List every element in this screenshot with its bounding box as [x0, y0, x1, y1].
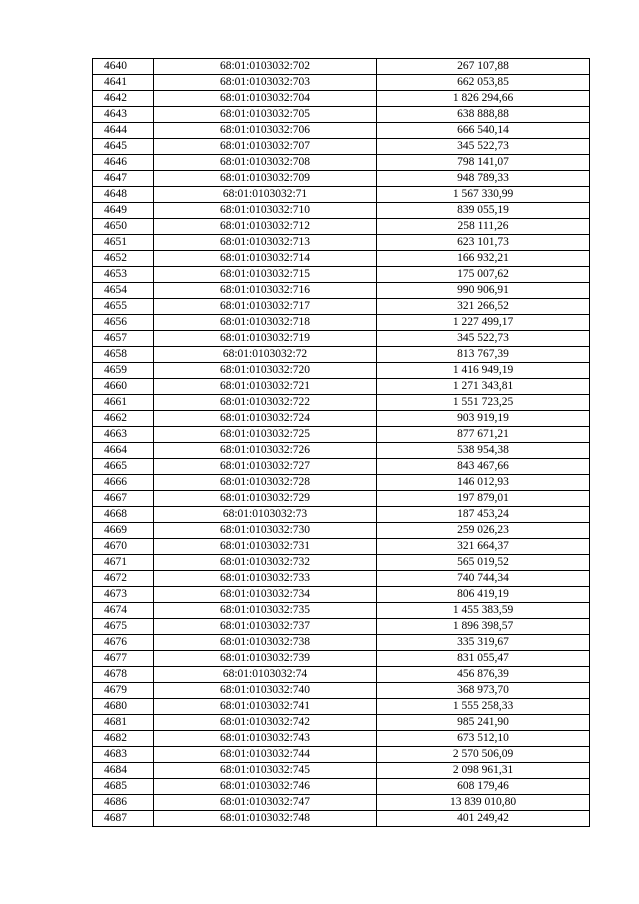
row-number-cell: 4656 — [93, 315, 154, 331]
cadastral-number-cell: 68:01:0103032:71 — [154, 187, 377, 203]
cadastral-value-cell: 673 512,10 — [377, 731, 590, 747]
table-row — [93, 347, 590, 363]
cadastral-value-cell: 843 467,66 — [377, 459, 590, 475]
table-row — [93, 75, 590, 91]
table-row — [93, 603, 590, 619]
table-row — [93, 507, 590, 523]
cadastral-number-cell: 68:01:0103032:720 — [154, 363, 377, 379]
cadastral-value-cell: 1 551 723,25 — [377, 395, 590, 411]
row-number-cell: 4660 — [93, 379, 154, 395]
cadastral-value-cell: 990 906,91 — [377, 283, 590, 299]
cadastral-value-cell: 1 416 949,19 — [377, 363, 590, 379]
cadastral-value-cell: 401 249,42 — [377, 811, 590, 827]
cadastral-value-cell: 1 567 330,99 — [377, 187, 590, 203]
cadastral-number-cell: 68:01:0103032:714 — [154, 251, 377, 267]
cadastral-number-cell: 68:01:0103032:717 — [154, 299, 377, 315]
row-number-cell: 4682 — [93, 731, 154, 747]
cadastral-value-cell: 740 744,34 — [377, 571, 590, 587]
cadastral-number-cell: 68:01:0103032:732 — [154, 555, 377, 571]
row-number-cell: 4642 — [93, 91, 154, 107]
cadastral-value-cell: 877 671,21 — [377, 427, 590, 443]
table-row — [93, 107, 590, 123]
cadastral-number-cell: 68:01:0103032:735 — [154, 603, 377, 619]
cadastral-number-cell: 68:01:0103032:722 — [154, 395, 377, 411]
table-body — [93, 59, 590, 827]
table-row — [93, 411, 590, 427]
cadastral-value-cell: 166 932,21 — [377, 251, 590, 267]
cadastral-number-cell: 68:01:0103032:746 — [154, 779, 377, 795]
cadastral-number-cell: 68:01:0103032:713 — [154, 235, 377, 251]
table-row — [93, 219, 590, 235]
cadastral-number-cell: 68:01:0103032:731 — [154, 539, 377, 555]
cadastral-number-cell: 68:01:0103032:706 — [154, 123, 377, 139]
cadastral-number-cell: 68:01:0103032:739 — [154, 651, 377, 667]
row-number-cell: 4654 — [93, 283, 154, 299]
table-row — [93, 187, 590, 203]
cadastral-number-cell: 68:01:0103032:715 — [154, 267, 377, 283]
table-row — [93, 59, 590, 75]
cadastral-number-cell: 68:01:0103032:740 — [154, 683, 377, 699]
row-number-cell: 4645 — [93, 139, 154, 155]
cadastral-number-cell: 68:01:0103032:702 — [154, 59, 377, 75]
table-row — [93, 91, 590, 107]
row-number-cell: 4644 — [93, 123, 154, 139]
row-number-cell: 4673 — [93, 587, 154, 603]
cadastral-value-cell: 345 522,73 — [377, 139, 590, 155]
row-number-cell: 4687 — [93, 811, 154, 827]
cadastral-number-cell: 68:01:0103032:703 — [154, 75, 377, 91]
row-number-cell: 4661 — [93, 395, 154, 411]
table-row — [93, 203, 590, 219]
row-number-cell: 4665 — [93, 459, 154, 475]
row-number-cell: 4666 — [93, 475, 154, 491]
table-row — [93, 795, 590, 811]
table-row — [93, 155, 590, 171]
row-number-cell: 4659 — [93, 363, 154, 379]
cadastral-value-cell: 2 098 961,31 — [377, 763, 590, 779]
table-row — [93, 811, 590, 827]
row-number-cell: 4655 — [93, 299, 154, 315]
table-row — [93, 443, 590, 459]
cadastral-value-cell: 456 876,39 — [377, 667, 590, 683]
cadastral-number-cell: 68:01:0103032:729 — [154, 491, 377, 507]
cadastral-value-cell: 267 107,88 — [377, 59, 590, 75]
cadastral-number-cell: 68:01:0103032:74 — [154, 667, 377, 683]
table-row — [93, 763, 590, 779]
row-number-cell: 4657 — [93, 331, 154, 347]
row-number-cell: 4649 — [93, 203, 154, 219]
cadastral-number-cell: 68:01:0103032:721 — [154, 379, 377, 395]
cadastral-number-cell: 68:01:0103032:72 — [154, 347, 377, 363]
cadastral-value-cell: 538 954,38 — [377, 443, 590, 459]
cadastral-value-cell: 903 919,19 — [377, 411, 590, 427]
cadastral-number-cell: 68:01:0103032:742 — [154, 715, 377, 731]
cadastral-number-cell: 68:01:0103032:738 — [154, 635, 377, 651]
row-number-cell: 4648 — [93, 187, 154, 203]
cadastral-value-cell: 1 227 499,17 — [377, 315, 590, 331]
cadastral-value-cell: 197 879,01 — [377, 491, 590, 507]
row-number-cell: 4672 — [93, 571, 154, 587]
cadastral-number-cell: 68:01:0103032:704 — [154, 91, 377, 107]
cadastral-number-cell: 68:01:0103032:709 — [154, 171, 377, 187]
table-row — [93, 379, 590, 395]
table-row — [93, 635, 590, 651]
cadastral-number-cell: 68:01:0103032:733 — [154, 571, 377, 587]
table-row — [93, 299, 590, 315]
cadastral-number-cell: 68:01:0103032:710 — [154, 203, 377, 219]
cadastral-number-cell: 68:01:0103032:734 — [154, 587, 377, 603]
table-row — [93, 139, 590, 155]
table-row — [93, 459, 590, 475]
table-row — [93, 539, 590, 555]
table-row — [93, 475, 590, 491]
cadastral-value-cell: 1 271 343,81 — [377, 379, 590, 395]
row-number-cell: 4653 — [93, 267, 154, 283]
table-row — [93, 651, 590, 667]
table-row — [93, 427, 590, 443]
row-number-cell: 4686 — [93, 795, 154, 811]
cadastral-value-cell: 321 664,37 — [377, 539, 590, 555]
row-number-cell: 4671 — [93, 555, 154, 571]
cadastral-number-cell: 68:01:0103032:744 — [154, 747, 377, 763]
table-row — [93, 491, 590, 507]
row-number-cell: 4685 — [93, 779, 154, 795]
cadastral-number-cell: 68:01:0103032:725 — [154, 427, 377, 443]
row-number-cell: 4674 — [93, 603, 154, 619]
cadastral-number-cell: 68:01:0103032:724 — [154, 411, 377, 427]
table-row — [93, 363, 590, 379]
table-row — [93, 123, 590, 139]
table-row — [93, 235, 590, 251]
row-number-cell: 4677 — [93, 651, 154, 667]
row-number-cell: 4669 — [93, 523, 154, 539]
table-row — [93, 283, 590, 299]
table-row — [93, 667, 590, 683]
cadastral-value-cell: 321 266,52 — [377, 299, 590, 315]
table-row — [93, 251, 590, 267]
cadastral-value-cell: 798 141,07 — [377, 155, 590, 171]
row-number-cell: 4651 — [93, 235, 154, 251]
cadastral-number-cell: 68:01:0103032:716 — [154, 283, 377, 299]
cadastral-value-cell: 258 111,26 — [377, 219, 590, 235]
row-number-cell: 4650 — [93, 219, 154, 235]
table-row — [93, 779, 590, 795]
cadastral-number-cell: 68:01:0103032:708 — [154, 155, 377, 171]
row-number-cell: 4680 — [93, 699, 154, 715]
cadastral-number-cell: 68:01:0103032:705 — [154, 107, 377, 123]
cadastral-number-cell: 68:01:0103032:743 — [154, 731, 377, 747]
table-row — [93, 731, 590, 747]
cadastral-value-cell: 146 012,93 — [377, 475, 590, 491]
cadastral-number-cell: 68:01:0103032:747 — [154, 795, 377, 811]
row-number-cell: 4647 — [93, 171, 154, 187]
cadastral-value-cell: 985 241,90 — [377, 715, 590, 731]
cadastral-number-cell: 68:01:0103032:730 — [154, 523, 377, 539]
cadastral-number-cell: 68:01:0103032:73 — [154, 507, 377, 523]
cadastral-number-cell: 68:01:0103032:707 — [154, 139, 377, 155]
row-number-cell: 4643 — [93, 107, 154, 123]
cadastral-value-cell: 666 540,14 — [377, 123, 590, 139]
cadastral-value-table — [92, 58, 590, 827]
table-row — [93, 331, 590, 347]
table-row — [93, 315, 590, 331]
row-number-cell: 4670 — [93, 539, 154, 555]
table-row — [93, 715, 590, 731]
cadastral-value-cell: 662 053,85 — [377, 75, 590, 91]
row-number-cell: 4679 — [93, 683, 154, 699]
row-number-cell: 4652 — [93, 251, 154, 267]
cadastral-value-cell: 368 973,70 — [377, 683, 590, 699]
table-row — [93, 619, 590, 635]
cadastral-value-cell: 608 179,46 — [377, 779, 590, 795]
cadastral-number-cell: 68:01:0103032:712 — [154, 219, 377, 235]
cadastral-value-cell: 565 019,52 — [377, 555, 590, 571]
cadastral-value-cell: 813 767,39 — [377, 347, 590, 363]
cadastral-value-cell: 638 888,88 — [377, 107, 590, 123]
row-number-cell: 4664 — [93, 443, 154, 459]
row-number-cell: 4667 — [93, 491, 154, 507]
row-number-cell: 4640 — [93, 59, 154, 75]
cadastral-number-cell: 68:01:0103032:737 — [154, 619, 377, 635]
cadastral-number-cell: 68:01:0103032:718 — [154, 315, 377, 331]
row-number-cell: 4681 — [93, 715, 154, 731]
table-row — [93, 555, 590, 571]
cadastral-number-cell: 68:01:0103032:748 — [154, 811, 377, 827]
row-number-cell: 4683 — [93, 747, 154, 763]
cadastral-value-cell: 831 055,47 — [377, 651, 590, 667]
cadastral-number-cell: 68:01:0103032:727 — [154, 459, 377, 475]
cadastral-number-cell: 68:01:0103032:741 — [154, 699, 377, 715]
table-row — [93, 747, 590, 763]
row-number-cell: 4676 — [93, 635, 154, 651]
cadastral-value-cell: 806 419,19 — [377, 587, 590, 603]
cadastral-number-cell: 68:01:0103032:719 — [154, 331, 377, 347]
row-number-cell: 4658 — [93, 347, 154, 363]
row-number-cell: 4675 — [93, 619, 154, 635]
cadastral-value-cell: 839 055,19 — [377, 203, 590, 219]
table-row — [93, 267, 590, 283]
row-number-cell: 4668 — [93, 507, 154, 523]
table-row — [93, 683, 590, 699]
cadastral-value-cell: 948 789,33 — [377, 171, 590, 187]
cadastral-value-cell: 1 555 258,33 — [377, 699, 590, 715]
table-row — [93, 395, 590, 411]
cadastral-value-cell: 2 570 506,09 — [377, 747, 590, 763]
table-row — [93, 171, 590, 187]
cadastral-value-cell: 1 826 294,66 — [377, 91, 590, 107]
cadastral-value-cell: 175 007,62 — [377, 267, 590, 283]
row-number-cell: 4684 — [93, 763, 154, 779]
table-row — [93, 571, 590, 587]
row-number-cell: 4678 — [93, 667, 154, 683]
cadastral-value-cell: 1 455 383,59 — [377, 603, 590, 619]
table-row — [93, 699, 590, 715]
cadastral-value-cell: 1 896 398,57 — [377, 619, 590, 635]
row-number-cell: 4662 — [93, 411, 154, 427]
row-number-cell: 4646 — [93, 155, 154, 171]
cadastral-value-cell: 259 026,23 — [377, 523, 590, 539]
cadastral-value-cell: 623 101,73 — [377, 235, 590, 251]
table-row — [93, 587, 590, 603]
cadastral-value-cell: 13 839 010,80 — [377, 795, 590, 811]
cadastral-value-cell: 345 522,73 — [377, 331, 590, 347]
cadastral-value-cell: 187 453,24 — [377, 507, 590, 523]
cadastral-number-cell: 68:01:0103032:728 — [154, 475, 377, 491]
row-number-cell: 4663 — [93, 427, 154, 443]
cadastral-number-cell: 68:01:0103032:745 — [154, 763, 377, 779]
cadastral-value-cell: 335 319,67 — [377, 635, 590, 651]
cadastral-number-cell: 68:01:0103032:726 — [154, 443, 377, 459]
row-number-cell: 4641 — [93, 75, 154, 91]
table-row — [93, 523, 590, 539]
